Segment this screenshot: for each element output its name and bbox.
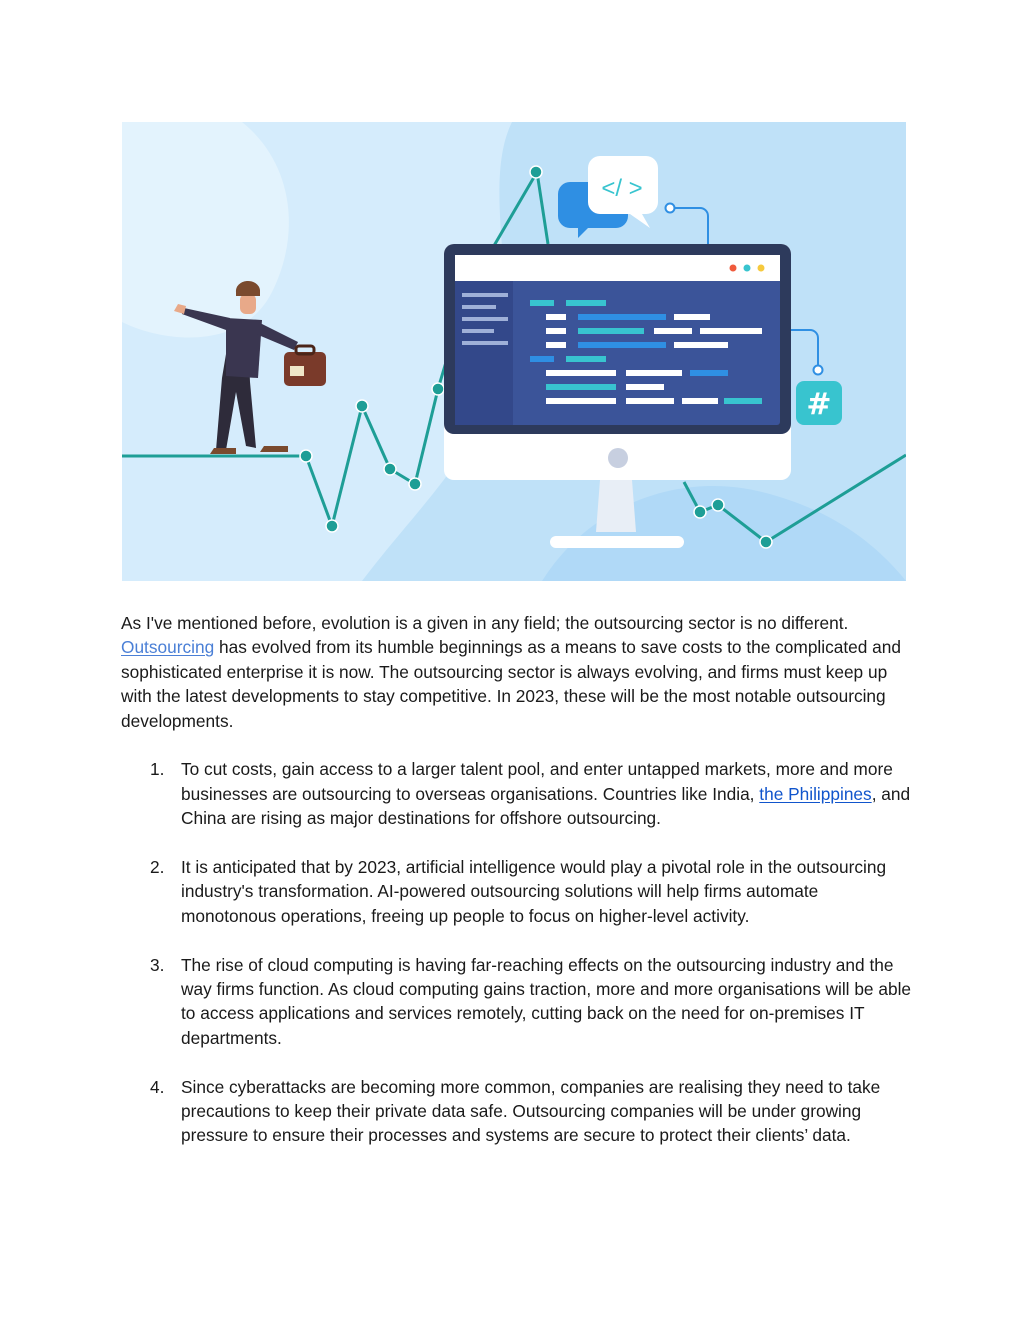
list-number: 3.	[150, 954, 165, 975]
philippines-link[interactable]: the Philippines	[759, 783, 872, 804]
list-item-text: To cut costs, gain access to a larger talent pool, and enter untapped markets, more and more businesses are outsourcing to overseas organisations. Countries like India,	[181, 759, 893, 804]
list-item-text: , and China are rising as major destinations for offshore outsourcing.	[181, 783, 911, 829]
outsourcing-link[interactable]: Outsourcing	[121, 637, 215, 658]
code-bubble-text: </ >	[601, 175, 643, 202]
intro-text-2: has evolved from its humble beginnings as a means to save costs to the complicated and sophisticated enterprise it is now. The outsourcing sector is always evolving, and firms must keep up with the latest developments to stay competitive. In 2023, these will be the most notable outsourcing developments.	[121, 637, 902, 731]
list-number: 1.	[150, 759, 165, 780]
article-body	[121, 611, 911, 1172]
list-item	[121, 953, 911, 1051]
intro-paragraph	[121, 611, 911, 733]
list-number: 4.	[150, 1076, 165, 1097]
list-item-text: Since cyberattacks are becoming more common, companies are realising they need to take precautions to keep their private data safe. Outsourcing companies will be under growing pressure to ensure their processes and systems are secure to protect their clients’ data.	[181, 1076, 881, 1146]
list-item-text: The rise of cloud computing is having far-reaching effects on the outsourcing industry and the way firms function. As cloud computing gains traction, more and more organisations will be able to access applications and services remotely, cutting back on the need for on-premises IT departments.	[181, 954, 912, 1048]
list-item	[121, 757, 911, 830]
list-item	[121, 855, 911, 928]
intro-text-1: As I've mentioned before, evolution is a given in any field; the outsourcing sector is no different.	[121, 613, 849, 633]
trends-list	[121, 757, 911, 1147]
hash-badge-symbol: #	[806, 387, 832, 422]
list-item-text: It is anticipated that by 2023, artificial intelligence would play a pivotal role in the outsourcing industry's transformation. AI-powered outsourcing solutions will help firms automate monotonous operations, freeing up people to focus on higher-level activity.	[181, 857, 887, 926]
list-item	[121, 1075, 911, 1148]
list-number: 2.	[150, 857, 165, 878]
hero-illustration	[122, 122, 906, 581]
outsourcing-illustration	[122, 122, 906, 581]
